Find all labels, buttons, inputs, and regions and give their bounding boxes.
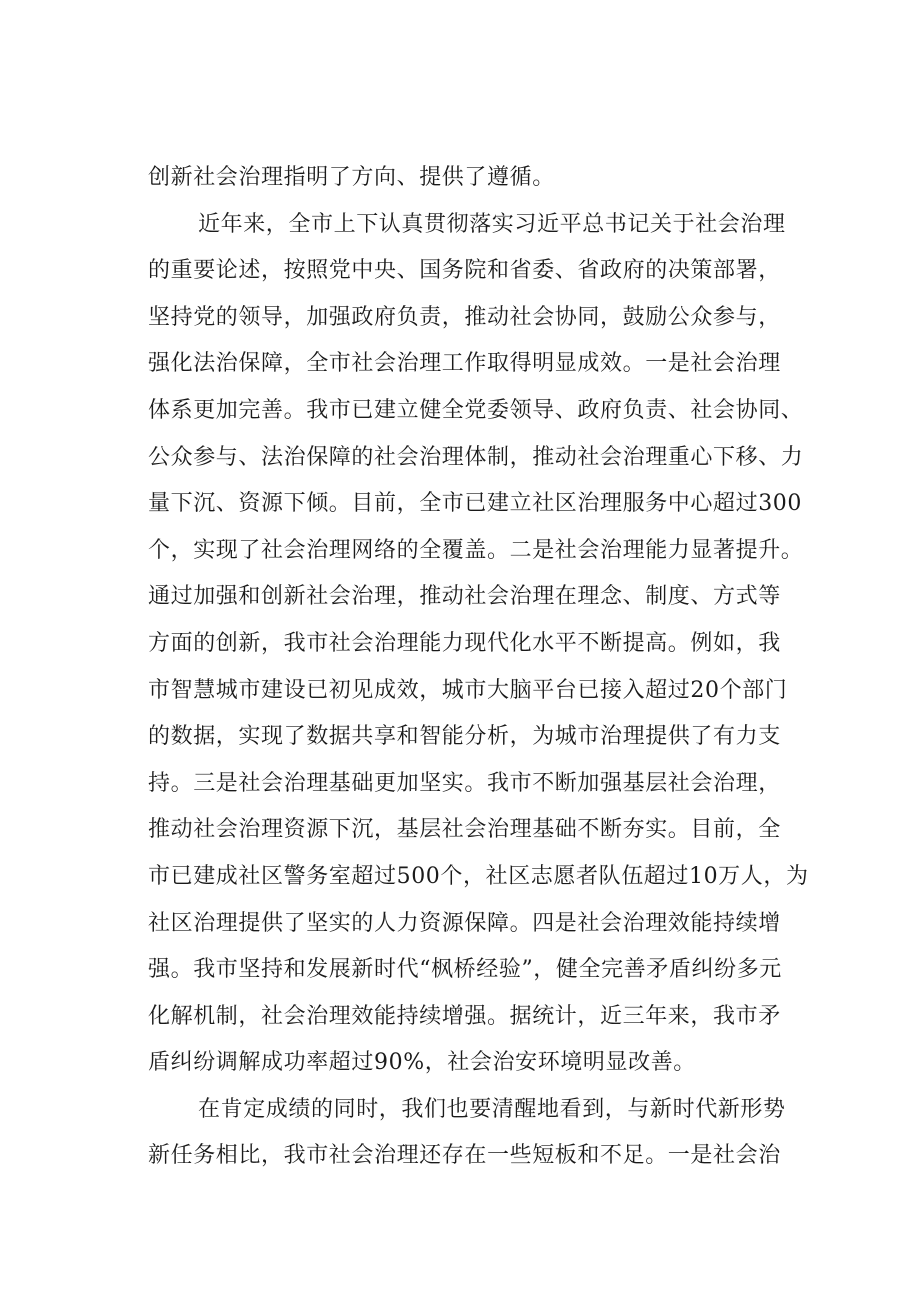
text-line: 通过加强和创新社会治理，推动社会治理在理念、制度、方式等 [148,584,781,610]
text-line: 强。我市坚持和发展新时代“枫桥经验”，健全完善矛盾纠纷多元 [148,957,782,983]
body-text [148,155,812,1180]
text-line: 持。三是社会治理基础更加坚实。我市不断加强基层社会治理， [148,770,781,796]
text-line: 新任务相比，我市社会治理还存在一些短板和不足。一是社会治 [148,1143,781,1169]
text-line: 的重要论述，按照党中央、国务院和省委、省政府的决策部署， [148,258,781,284]
text-line: 方面的创新，我市社会治理能力现代化水平不断提高。例如，我 [148,630,781,656]
paragraph-first-line: 在肯定成绩的同时，我们也要清醒地看到，与新时代新形势 [198,1096,786,1122]
text-line: 市智慧城市建设已初见成效，城市大脑平台已接入超过20个部门 [148,677,788,703]
text-line: 化解机制，社会治理效能持续增强。据统计，近三年来，我市矛 [148,1003,781,1029]
paragraph-first-line: 近年来，全市上下认真贯彻落实习近平总书记关于社会治理 [198,211,786,237]
text-line: 强化法治保障，全市社会治理工作取得明显成效。一是社会治理 [148,351,781,377]
text-line: 社区治理提供了坚实的人力资源保障。四是社会治理效能持续增 [148,910,781,936]
text-line: 量下沉、资源下倾。目前，全市已建立社区治理服务中心超过300 [148,491,802,517]
text-line: 公众参与、法治保障的社会治理体制，推动社会治理重心下移、力 [148,444,804,470]
text-line: 盾纠纷调解成功率超过90%，社会治安环境明显改善。 [148,1050,696,1076]
text-line: 体系更加完善。我市已建立健全党委领导、政府负责、社会协同、 [148,397,804,423]
text-line: 推动社会治理资源下沉，基层社会治理基础不断夯实。目前，全 [148,817,781,843]
text-line: 的数据，实现了数据共享和智能分析，为城市治理提供了有力支 [148,724,781,750]
text-line: 市已建成社区警务室超过500个，社区志愿者队伍超过10万人，为 [148,863,809,889]
text-line: 坚持党的领导，加强政府负责，推动社会协同，鼓励公众参与， [148,304,781,330]
text-line: 个，实现了社会治理网络的全覆盖。二是社会治理能力显著提升。 [148,537,804,563]
text-line: 创新社会治理指明了方向、提供了遵循。 [148,165,555,190]
